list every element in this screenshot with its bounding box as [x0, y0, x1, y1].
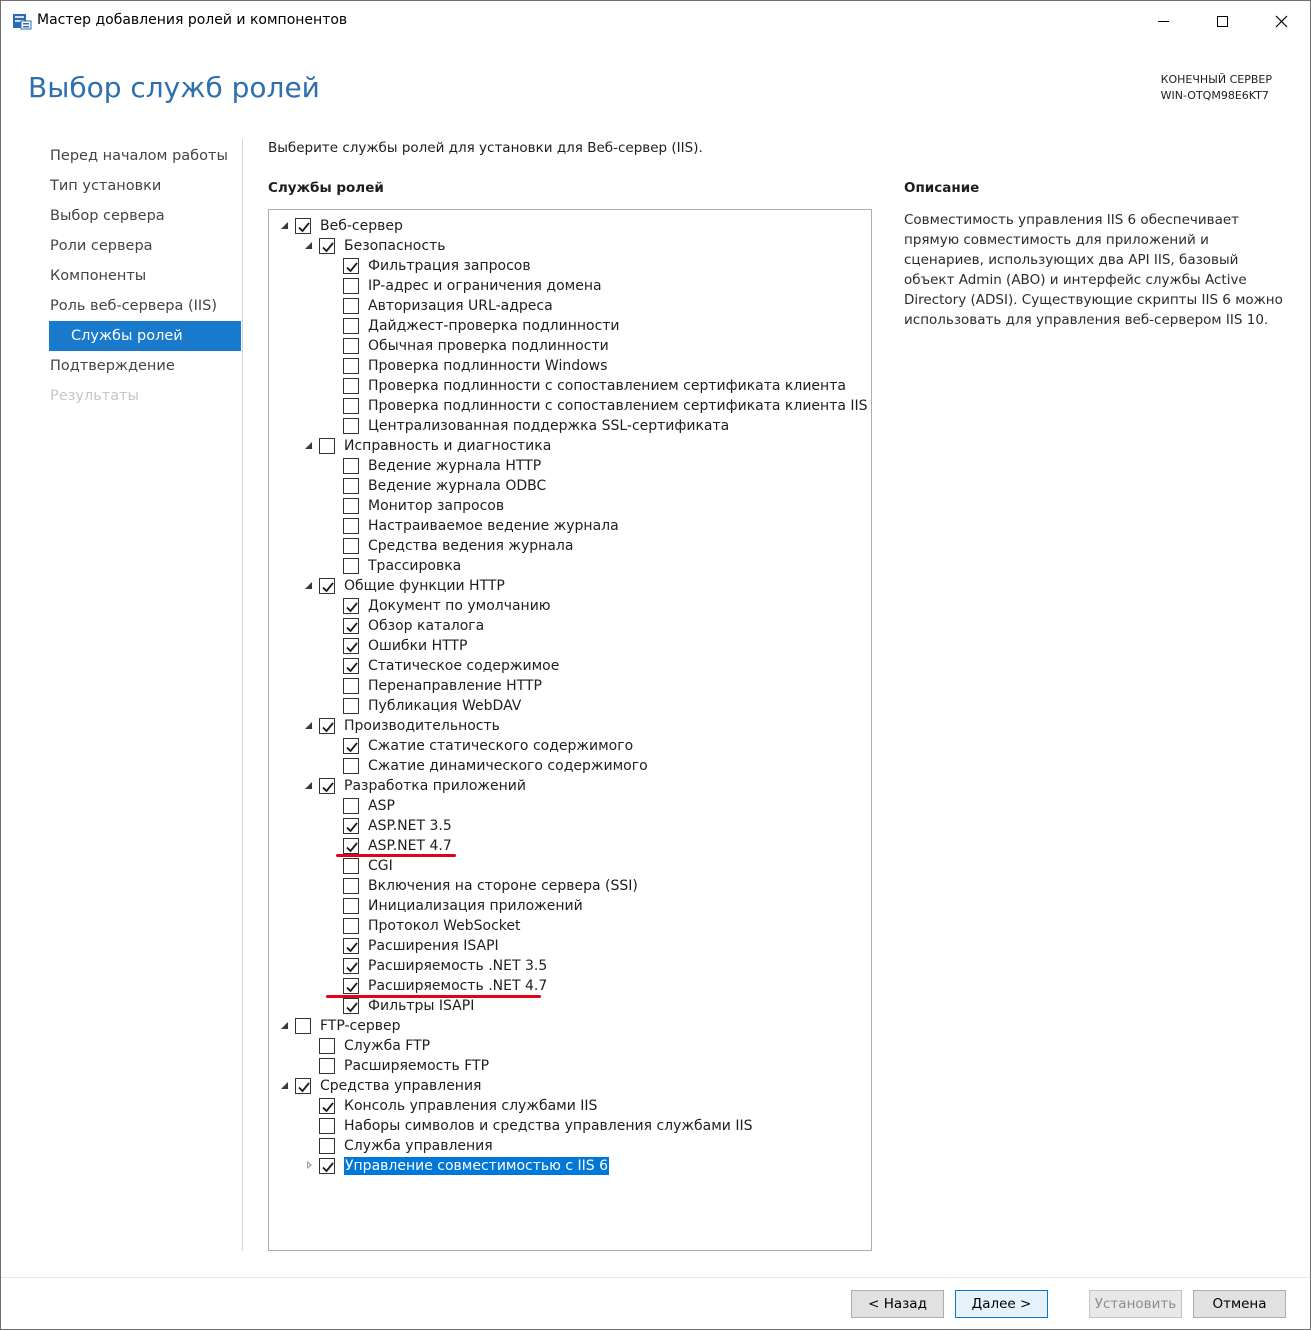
role-service-label[interactable]: CGI	[368, 858, 393, 874]
role-service-checkbox[interactable]	[319, 1058, 335, 1074]
role-service-checkbox[interactable]	[319, 1138, 335, 1154]
footer-separator	[1, 1277, 1310, 1278]
role-service-label[interactable]: Общие функции HTTP	[344, 578, 505, 594]
role-service-label[interactable]: Веб-сервер	[320, 218, 403, 234]
role-service-label[interactable]: Централизованная поддержка SSL-сертификата	[368, 418, 730, 434]
role-service-label[interactable]: Служба управления	[344, 1138, 493, 1154]
role-service-checkbox[interactable]	[343, 638, 359, 654]
role-service-checkbox[interactable]	[343, 918, 359, 934]
tree-row	[269, 736, 871, 756]
tree-row	[269, 1036, 871, 1056]
close-icon	[1275, 15, 1288, 28]
tree-row	[269, 916, 871, 936]
tree-row	[269, 536, 871, 556]
role-service-label[interactable]: Трассировка	[368, 558, 462, 574]
tree-row	[269, 636, 871, 656]
role-service-label[interactable]: Ведение журнала HTTP	[368, 458, 542, 474]
role-service-label[interactable]: Сжатие статического содержимого	[368, 738, 634, 754]
role-service-checkbox[interactable]	[343, 678, 359, 694]
tree-row	[269, 756, 871, 776]
role-service-label[interactable]: Включения на стороне сервера (SSI)	[368, 878, 638, 894]
tree-row	[269, 716, 871, 736]
destination-server-label: КОНЕЧНЫЙ СЕРВЕР	[1160, 73, 1272, 86]
annotation-underline-netext47	[326, 995, 541, 998]
tree-row	[269, 776, 871, 796]
tree-row	[269, 216, 871, 236]
role-service-checkbox[interactable]	[343, 318, 359, 334]
next-button[interactable]: Далее >	[955, 1290, 1048, 1318]
tree-row	[269, 876, 871, 896]
role-service-label[interactable]: IP-адрес и ограничения домена	[368, 278, 602, 294]
tree-row	[269, 436, 871, 456]
nav-step-3[interactable]: Роли сервера	[50, 238, 153, 254]
role-service-checkbox[interactable]	[343, 978, 359, 994]
role-service-label[interactable]: Статическое содержимое	[368, 658, 560, 674]
tree-row	[269, 456, 871, 476]
tree-row	[269, 656, 871, 676]
role-service-label[interactable]: Протокол WebSocket	[368, 918, 521, 934]
cancel-button[interactable]: Отмена	[1193, 1290, 1286, 1318]
window-title: Мастер добавления ролей и компонентов	[37, 12, 348, 28]
back-button[interactable]: < Назад	[851, 1290, 944, 1318]
tree-row	[269, 316, 871, 336]
tree-row	[269, 956, 871, 976]
role-service-checkbox[interactable]	[319, 778, 335, 794]
role-service-checkbox[interactable]	[343, 418, 359, 434]
role-service-checkbox[interactable]	[319, 578, 335, 594]
role-service-checkbox[interactable]	[343, 758, 359, 774]
tree-row	[269, 1016, 871, 1036]
role-service-label[interactable]: Расширяемость .NET 4.7	[368, 978, 548, 994]
collapse-arrow-icon[interactable]	[281, 1021, 290, 1030]
nav-step-0[interactable]: Перед началом работы	[50, 148, 228, 164]
tree-row	[269, 1156, 871, 1176]
role-service-checkbox[interactable]	[343, 858, 359, 874]
collapse-arrow-icon[interactable]	[305, 581, 314, 590]
tree-row	[269, 416, 871, 436]
tree-row	[269, 236, 871, 256]
role-service-checkbox[interactable]	[343, 958, 359, 974]
collapse-arrow-icon[interactable]	[305, 781, 314, 790]
tree-row	[269, 516, 871, 536]
tree-row	[269, 616, 871, 636]
close-button[interactable]	[1252, 1, 1310, 41]
role-service-label[interactable]: Фильтрация запросов	[368, 258, 531, 274]
tree-row	[269, 556, 871, 576]
role-service-checkbox[interactable]	[343, 818, 359, 834]
collapse-arrow-icon[interactable]	[305, 441, 314, 450]
role-service-checkbox[interactable]	[343, 658, 359, 674]
tree-row	[269, 336, 871, 356]
role-service-checkbox[interactable]	[295, 1018, 311, 1034]
role-service-label[interactable]: Управление совместимостью с IIS 6	[345, 1158, 609, 1174]
role-service-checkbox[interactable]	[343, 518, 359, 534]
role-service-checkbox[interactable]	[343, 398, 359, 414]
collapse-arrow-icon[interactable]	[281, 1081, 290, 1090]
role-service-checkbox[interactable]	[343, 298, 359, 314]
role-service-checkbox[interactable]	[343, 358, 359, 374]
role-service-checkbox[interactable]	[343, 338, 359, 354]
tree-row	[269, 816, 871, 836]
role-service-label[interactable]: Средства управления	[320, 1078, 482, 1094]
tree-row	[269, 896, 871, 916]
role-service-label[interactable]: Фильтры ISAPI	[368, 998, 475, 1014]
nav-divider	[242, 139, 243, 1251]
role-services-tree[interactable]	[268, 209, 872, 1251]
tree-row	[269, 936, 871, 956]
tree-row	[269, 976, 871, 996]
destination-server-name: WIN-OTQM98E6KT7	[1160, 89, 1269, 102]
role-service-label[interactable]: Публикация WebDAV	[368, 698, 522, 714]
role-service-label[interactable]: Исправность и диагностика	[344, 438, 552, 454]
role-service-checkbox[interactable]	[319, 238, 335, 254]
role-service-checkbox[interactable]	[343, 998, 359, 1014]
role-service-checkbox[interactable]	[319, 1118, 335, 1134]
role-service-label[interactable]: Дайджест-проверка подлинности	[368, 318, 620, 334]
role-service-checkbox[interactable]	[319, 438, 335, 454]
annotation-underline-aspnet47	[336, 854, 456, 857]
role-service-checkbox[interactable]	[343, 458, 359, 474]
tree-row	[269, 676, 871, 696]
tree-row	[269, 1116, 871, 1136]
tree-row	[269, 496, 871, 516]
role-service-label[interactable]: Обзор каталога	[368, 618, 485, 634]
nav-step-4[interactable]: Компоненты	[50, 268, 147, 284]
tree-row	[269, 1096, 871, 1116]
role-service-label[interactable]: Проверка подлинности Windows	[368, 358, 608, 374]
tree-row	[269, 696, 871, 716]
role-service-checkbox[interactable]	[343, 558, 359, 574]
wizard-steps-nav	[49, 141, 241, 411]
role-service-checkbox[interactable]	[319, 1038, 335, 1054]
collapse-arrow-icon[interactable]	[305, 241, 314, 250]
nav-step-7[interactable]: Подтверждение	[50, 358, 175, 374]
role-service-checkbox[interactable]	[295, 1078, 311, 1094]
role-service-checkbox[interactable]	[343, 498, 359, 514]
tree-row	[269, 256, 871, 276]
role-service-checkbox[interactable]	[343, 698, 359, 714]
nav-step-6[interactable]: Службы ролей	[49, 321, 241, 351]
tree-row	[269, 296, 871, 316]
collapse-arrow-icon[interactable]	[305, 721, 314, 730]
role-service-label[interactable]: Инициализация приложений	[368, 898, 583, 914]
role-service-label[interactable]: Проверка подлинности с сопоставлением сертификата клиента	[368, 378, 846, 394]
role-service-label[interactable]: Авторизация URL-адреса	[368, 298, 553, 314]
tree-row	[269, 576, 871, 596]
role-service-label[interactable]: Настраиваемое ведение журнала	[368, 518, 619, 534]
role-service-checkbox[interactable]	[343, 898, 359, 914]
role-service-label[interactable]: Ошибки HTTP	[368, 638, 468, 654]
role-service-label[interactable]: Производительность	[344, 718, 500, 734]
role-service-checkbox[interactable]	[343, 278, 359, 294]
tree-row	[269, 796, 871, 816]
nav-step-8: Результаты	[50, 388, 139, 404]
maximize-button[interactable]	[1193, 1, 1251, 41]
role-service-label[interactable]: ASP.NET 4.7	[368, 838, 452, 854]
role-service-checkbox[interactable]	[343, 878, 359, 894]
description-text: Совместимость управления IIS 6 обеспечивает прямую совместимость для приложений и сценариев, использующих два API IIS, базовый объект Admin (ABO) и интерфейс службы Active Directory (ADSI). Существующие скрипты IIS 6 можно использовать для управления веб-сервером IIS 10.	[904, 212, 1283, 328]
role-service-checkbox[interactable]	[343, 798, 359, 814]
role-service-label[interactable]: Расширения ISAPI	[368, 938, 499, 954]
tree-row	[269, 396, 871, 416]
nav-step-5[interactable]: Роль веб-сервера (IIS)	[50, 298, 218, 314]
role-service-checkbox[interactable]	[343, 738, 359, 754]
tree-row	[269, 276, 871, 296]
minimize-button[interactable]	[1134, 1, 1192, 41]
instruction-text: Выберите службы ролей для установки для Веб-сервер (IIS).	[268, 140, 703, 156]
role-service-checkbox[interactable]	[343, 378, 359, 394]
tree-row	[269, 476, 871, 496]
tree-row	[269, 596, 871, 616]
role-service-label[interactable]: ASP	[368, 798, 395, 814]
role-service-label[interactable]: Ведение журнала ODBC	[368, 478, 547, 494]
role-service-checkbox[interactable]	[343, 478, 359, 494]
page-title: Выбор служб ролей	[28, 71, 320, 104]
server-manager-icon	[12, 11, 32, 31]
maximize-icon	[1217, 16, 1228, 27]
nav-step-2[interactable]: Выбор сервера	[50, 208, 165, 224]
role-service-label[interactable]: Наборы символов и средства управления службами IIS	[344, 1118, 753, 1134]
role-service-label[interactable]: Расширяемость .NET 3.5	[368, 958, 548, 974]
role-service-label[interactable]: Средства ведения журнала	[368, 538, 574, 554]
role-service-checkbox[interactable]	[343, 538, 359, 554]
tree-row	[269, 1136, 871, 1156]
expand-arrow-icon[interactable]	[305, 1161, 314, 1170]
role-service-label[interactable]: FTP-сервер	[320, 1018, 401, 1034]
role-service-checkbox[interactable]	[319, 718, 335, 734]
role-services-header: Службы ролей	[268, 180, 384, 196]
title-bar	[1, 1, 1310, 41]
install-button[interactable]: Установить	[1089, 1290, 1182, 1318]
role-service-label[interactable]: Консоль управления службами IIS	[344, 1098, 598, 1114]
role-service-checkbox[interactable]	[319, 1158, 335, 1174]
tree-row	[269, 836, 871, 856]
role-service-label[interactable]: Перенаправление HTTP	[368, 678, 542, 694]
tree-row	[269, 996, 871, 1016]
collapse-arrow-icon[interactable]	[281, 221, 290, 230]
destination-server	[1161, 72, 1272, 104]
role-service-checkbox[interactable]	[343, 598, 359, 614]
role-service-label[interactable]: Проверка подлинности с сопоставлением сертификата клиента IIS	[368, 398, 868, 414]
role-service-label[interactable]: ASP.NET 3.5	[368, 818, 452, 834]
tree-list	[269, 216, 871, 1176]
role-service-label[interactable]: Монитор запросов	[368, 498, 505, 514]
role-service-label[interactable]: Безопасность	[344, 238, 446, 254]
minimize-icon	[1158, 21, 1169, 22]
role-service-checkbox[interactable]	[343, 838, 359, 854]
role-service-label[interactable]: Документ по умолчанию	[368, 598, 551, 614]
tree-row	[269, 1056, 871, 1076]
role-service-checkbox[interactable]	[343, 258, 359, 274]
tree-row	[269, 1076, 871, 1096]
description-header: Описание	[904, 180, 980, 196]
role-service-label[interactable]: Разработка приложений	[344, 778, 526, 794]
role-service-checkbox[interactable]	[343, 938, 359, 954]
role-service-checkbox[interactable]	[343, 618, 359, 634]
role-service-label[interactable]: Обычная проверка подлинности	[368, 338, 609, 354]
tree-row	[269, 856, 871, 876]
role-service-label[interactable]: Служба FTP	[344, 1038, 431, 1054]
tree-row	[269, 356, 871, 376]
role-service-label[interactable]: Сжатие динамического содержимого	[368, 758, 648, 774]
role-service-checkbox[interactable]	[319, 1098, 335, 1114]
role-service-checkbox[interactable]	[295, 218, 311, 234]
role-service-label[interactable]: Расширяемость FTP	[344, 1058, 490, 1074]
nav-step-1[interactable]: Тип установки	[50, 178, 162, 194]
tree-row	[269, 376, 871, 396]
